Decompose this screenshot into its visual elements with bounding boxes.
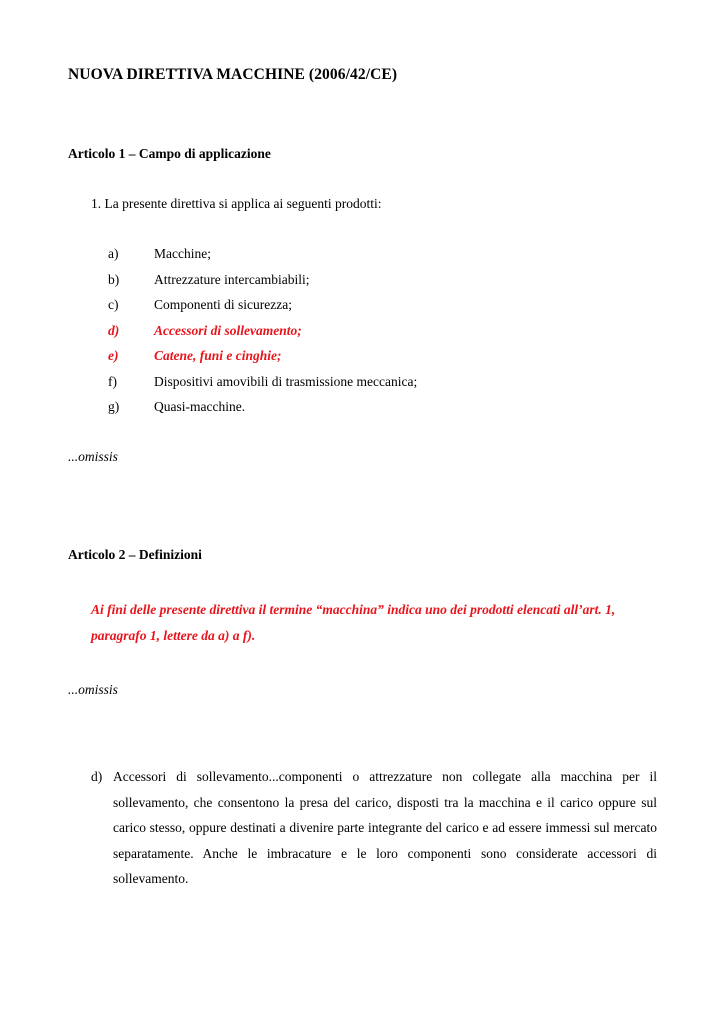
list-marker: d) [108, 322, 120, 338]
list-item [108, 399, 417, 425]
list-marker: c) [108, 297, 119, 312]
machine-definition: Ai fini delle presente direttiva il termine “macchina” indica uno dei prodotti elencati all’art. 1, paragrafo 1, lettere da a) a f). [91, 602, 616, 643]
list-item-text: Dispositivi amovibili di trasmissione meccanica; [154, 373, 418, 389]
list-marker: e) [108, 348, 119, 363]
list-marker: d) [91, 769, 103, 784]
list-item-text: Attrezzature intercambiabili; [154, 271, 310, 287]
omissis-note: ...omissis [68, 449, 118, 464]
omissis-note: ...omissis [68, 682, 118, 697]
list-item-highlighted [108, 348, 417, 374]
article-2-heading: Articolo 2 – Definizioni [68, 547, 202, 562]
list-item [108, 297, 417, 323]
article-1-heading: Articolo 1 – Campo di applicazione [68, 146, 271, 161]
list-item-text: Macchine; [154, 246, 211, 261]
list-item [108, 374, 417, 400]
article-1-intro: 1. La presente direttiva si applica ai seguenti prodotti: [91, 196, 382, 211]
definition-text: Accessori di sollevamento...componenti o attrezzature non collegate alla macchina per il sollevamento, che consentono la presa del carico, disposti tra la macchina e il carico oppure sul carico stesso, oppure destinati a divenire parte integrante del carico e ad essere immessi sul mercato separatamente. Anche le imbracature e le loro componenti sono considerate accessori di sollevamento. [113, 769, 657, 886]
list-marker: a) [108, 246, 119, 261]
list-item-text: Componenti di sicurezza; [154, 297, 292, 312]
list-item [108, 246, 417, 272]
products-list [108, 246, 417, 425]
list-marker: f) [108, 373, 117, 389]
list-marker: b) [108, 271, 120, 287]
definition-item-d [91, 764, 657, 892]
list-item-highlighted [108, 323, 417, 349]
list-item-text: Quasi-macchine. [154, 399, 246, 414]
list-item-text: Accessori di sollevamento; [154, 322, 302, 338]
list-marker: g) [108, 399, 120, 414]
list-item-text: Catene, funi e cinghie; [154, 348, 282, 363]
document-title: NUOVA DIRETTIVA MACCHINE (2006/42/CE) [68, 66, 398, 83]
list-item [108, 272, 417, 298]
